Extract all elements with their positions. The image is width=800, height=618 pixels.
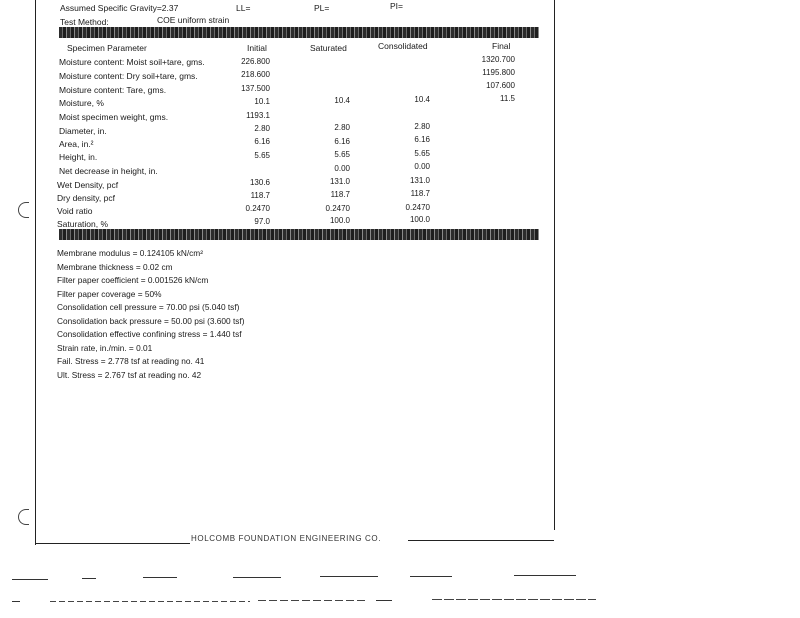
company-footer: HOLCOMB FOUNDATION ENGINEERING CO.	[191, 534, 382, 543]
page-right-border	[554, 0, 555, 530]
row-saturated: 118.7	[330, 190, 350, 199]
row-param: Saturation, %	[57, 219, 109, 229]
col-header-parameter: Specimen Parameter	[67, 43, 147, 53]
col-header-saturated: Saturated	[310, 43, 347, 53]
row-param: Moisture content: Dry soil+tare, gms.	[59, 71, 198, 81]
row-param: Void ratio	[57, 206, 93, 216]
row-consolidated: 131.0	[409, 176, 430, 185]
row-saturated: 6.16	[334, 137, 350, 146]
row-initial: 218.600	[241, 70, 270, 79]
note-filter-paper-coverage: Filter paper coverage = 50%	[57, 289, 162, 299]
row-initial: 226.800	[241, 57, 270, 66]
col-header-final: Final	[492, 41, 511, 51]
plastic-limit: PL=	[314, 3, 330, 13]
row-param: Height, in.	[59, 152, 98, 162]
binder-hole-mark	[18, 509, 29, 525]
row-initial: 137.500	[241, 84, 270, 93]
footer-rule-right	[408, 540, 554, 541]
test-method-value: COE uniform strain	[157, 15, 230, 25]
footer-rule-left	[35, 543, 190, 544]
row-initial: 97.0	[254, 217, 270, 226]
scan-artifact-line	[376, 600, 392, 601]
scan-artifact-line	[258, 600, 368, 601]
row-param: Diameter, in.	[59, 126, 107, 136]
row-consolidated: 10.4	[414, 95, 430, 104]
row-final: 11.5	[500, 94, 515, 103]
row-consolidated: 5.65	[414, 149, 430, 158]
row-param: Dry density, pcf	[57, 193, 115, 203]
scan-artifact-line	[143, 577, 177, 578]
row-consolidated: 100.0	[409, 215, 430, 224]
specific-gravity: Assumed Specific Gravity=2.37	[60, 3, 179, 13]
row-consolidated: 118.7	[410, 189, 430, 198]
row-final: 1320.700	[481, 55, 515, 64]
scan-artifact-line	[82, 578, 96, 579]
row-final: 107.600	[486, 81, 515, 90]
note-membrane-thickness: Membrane thickness = 0.02 cm	[57, 262, 173, 272]
scan-artifact-line	[514, 575, 576, 576]
row-consolidated: 0.2470	[405, 203, 430, 212]
col-header-consolidated: Consolidated	[378, 41, 428, 51]
row-saturated: 100.0	[329, 216, 350, 225]
note-cell-pressure: Consolidation cell pressure = 70.00 psi (5.040 tsf)	[57, 302, 240, 312]
row-initial: 5.65	[254, 151, 270, 160]
scan-artifact-line	[12, 579, 48, 580]
note-fail-stress: Fail. Stress = 2.778 tsf at reading no. 41	[57, 356, 205, 366]
row-consolidated: 2.80	[414, 122, 430, 131]
note-membrane-modulus: Membrane modulus = 0.124105 kN/cm²	[57, 248, 203, 258]
binder-hole-mark	[18, 202, 29, 218]
row-param: Wet Density, pcf	[57, 180, 119, 190]
table-top-band	[59, 27, 539, 38]
row-param: Moist specimen weight, gms.	[59, 112, 169, 122]
note-strain-rate: Strain rate, in./min. = 0.01	[57, 343, 153, 353]
scan-artifact-line	[50, 601, 250, 602]
row-consolidated: 0.00	[414, 162, 430, 171]
table-bottom-band	[59, 229, 539, 240]
row-saturated: 0.2470	[325, 204, 350, 213]
plasticity-index: PI=	[390, 1, 403, 11]
row-final: 1195.800	[482, 68, 515, 77]
note-ult-stress: Ult. Stress = 2.767 tsf at reading no. 42	[57, 370, 202, 380]
scan-artifact-line	[432, 599, 596, 600]
row-saturated: 10.4	[334, 96, 350, 105]
row-initial: 118.7	[250, 191, 270, 200]
row-initial: 10.1	[254, 97, 270, 106]
row-consolidated: 6.16	[414, 135, 430, 144]
scan-artifact-line	[320, 576, 378, 577]
row-initial: 2.80	[254, 124, 270, 133]
scan-artifact-line	[12, 601, 20, 602]
row-saturated: 5.65	[334, 150, 350, 159]
row-saturated: 0.00	[334, 164, 350, 173]
note-filter-paper-coefficient: Filter paper coefficient = 0.001526 kN/cm	[57, 275, 209, 285]
row-param: Area, in.²	[59, 139, 94, 149]
row-initial: 130.6	[249, 178, 270, 187]
row-saturated: 2.80	[334, 123, 350, 132]
note-back-pressure: Consolidation back pressure = 50.00 psi (3.600 tsf)	[57, 316, 245, 326]
row-saturated: 131.0	[329, 177, 350, 186]
row-initial: 0.2470	[245, 204, 270, 213]
note-effective-confining-stress: Consolidation effective confining stress = 1.440 tsf	[57, 329, 242, 339]
row-initial: 6.16	[254, 137, 270, 146]
row-param: Moisture, %	[59, 98, 104, 108]
page-left-border	[35, 0, 36, 545]
row-param: Net decrease in height, in.	[59, 166, 158, 176]
col-header-initial: Initial	[247, 43, 267, 53]
row-param: Moisture content: Moist soil+tare, gms.	[59, 57, 205, 67]
test-method-label: Test Method:	[60, 17, 109, 27]
liquid-limit: LL=	[236, 3, 251, 13]
row-param: Moisture content: Tare, gms.	[59, 85, 167, 95]
scan-artifact-line	[233, 577, 281, 578]
scan-artifact-line	[410, 576, 452, 577]
row-initial: 1193.1	[246, 111, 270, 120]
